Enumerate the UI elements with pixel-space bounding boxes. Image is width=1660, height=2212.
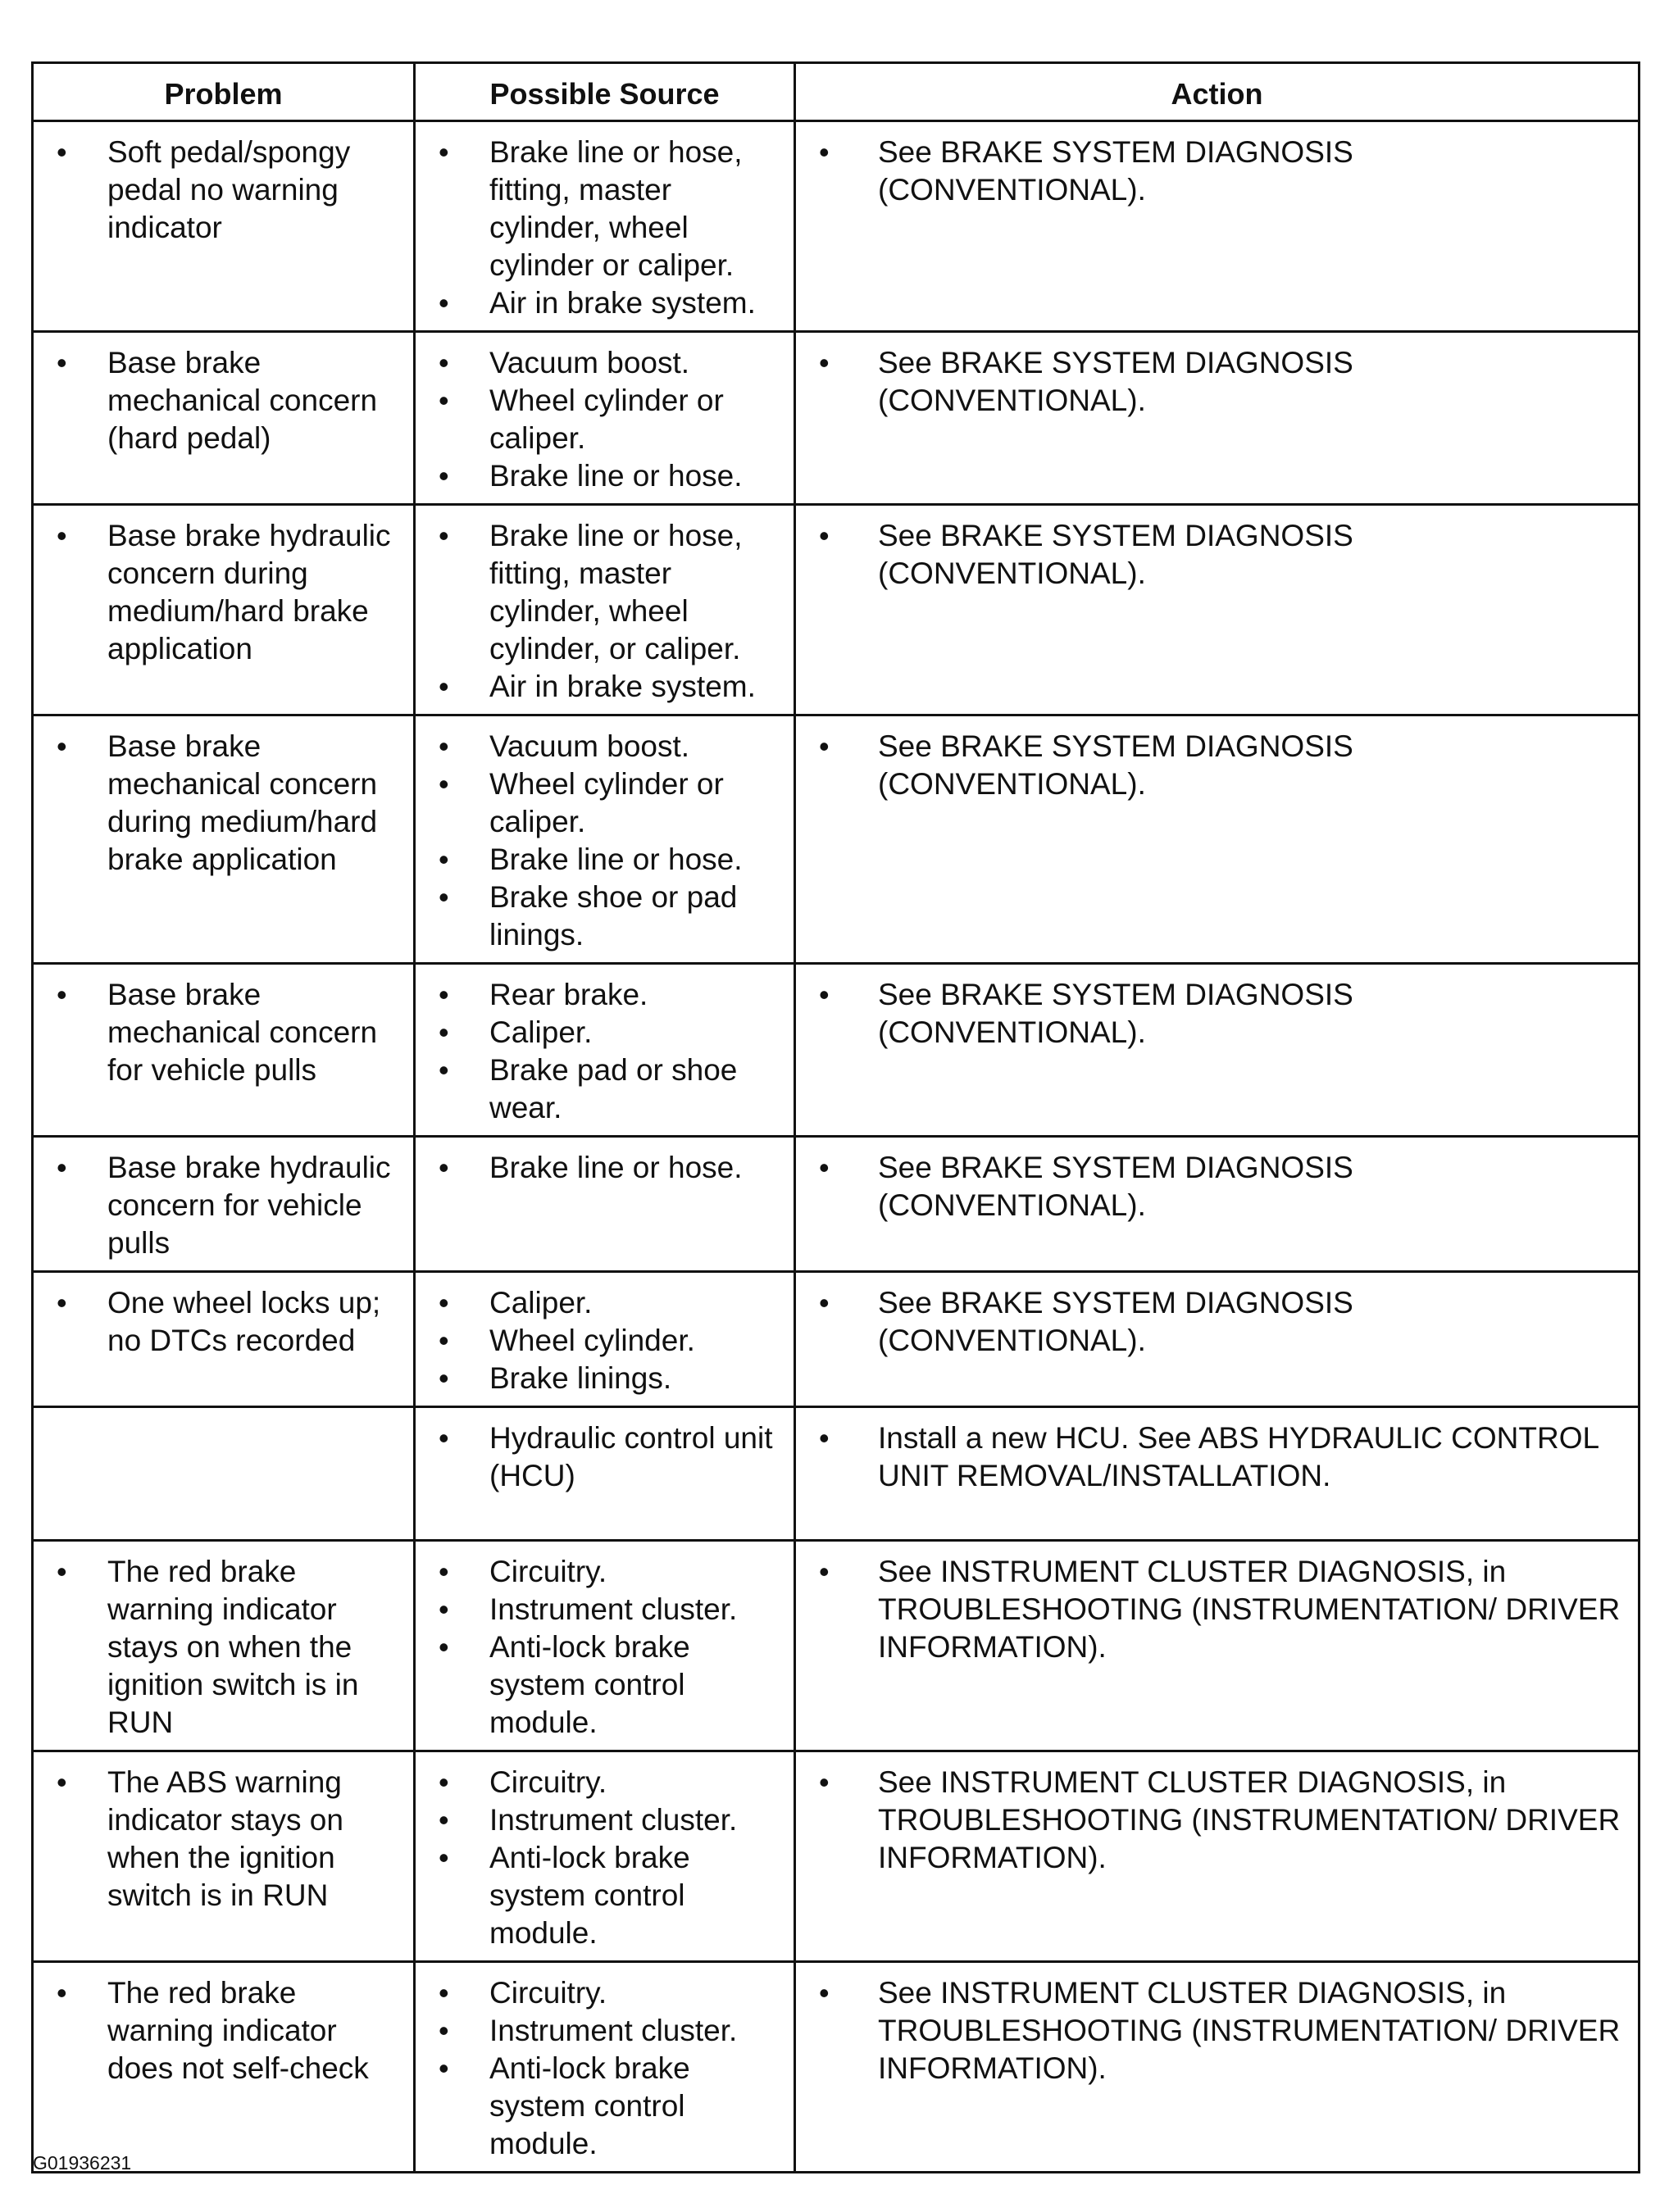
problem-cell-list [52, 344, 403, 457]
source-item: • Air in brake system. [434, 284, 784, 322]
source-item: • Hydraulic control unit (HCU) [434, 1419, 784, 1495]
problem-cell [33, 1541, 415, 1751]
problem-cell [33, 964, 415, 1137]
table-row [33, 505, 1640, 715]
action-cell-list [814, 1284, 1628, 1360]
source-cell-list [434, 1974, 784, 2163]
action-cell [795, 1272, 1640, 1407]
source-cell [415, 1272, 795, 1407]
source-cell [415, 1541, 795, 1751]
problem-cell-list [52, 1553, 403, 1742]
action-cell [795, 1962, 1640, 2173]
table-row [33, 715, 1640, 964]
problem-cell-list [52, 134, 403, 247]
action-item: • See BRAKE SYSTEM DIAGNOSIS (CONVENTIONAL). [814, 517, 1628, 593]
source-item: • Circuitry. [434, 1764, 784, 1801]
diagnosis-table [31, 61, 1640, 2173]
action-cell [795, 715, 1640, 964]
source-cell-list [434, 1419, 784, 1495]
source-item: • Brake line or hose, fitting, master cylinder, wheel cylinder, or caliper. [434, 517, 784, 668]
source-item: • Instrument cluster. [434, 2012, 784, 2050]
source-cell [415, 121, 795, 332]
table-row [33, 121, 1640, 332]
source-item: • Brake line or hose. [434, 841, 784, 879]
source-item: • Circuitry. [434, 1553, 784, 1591]
problem-cell [33, 332, 415, 505]
problem-item: • Base brake mechanical concern (hard pedal) [52, 344, 403, 457]
problem-item: • The red brake warning indicator stays on when the ignition switch is in RUN [52, 1553, 403, 1742]
problem-item: • One wheel locks up; no DTCs recorded [52, 1284, 403, 1360]
problem-cell-list [52, 1974, 403, 2087]
table-row [33, 964, 1640, 1137]
source-cell-list [434, 1764, 784, 1952]
table-row [33, 1272, 1640, 1407]
table-row [33, 1137, 1640, 1272]
action-item: • See INSTRUMENT CLUSTER DIAGNOSIS, in TROUBLESHOOTING (INSTRUMENTATION/ DRIVER INFORMATION). [814, 1764, 1628, 1877]
source-cell-list [434, 1284, 784, 1397]
problem-item: • Base brake hydraulic concern during medium/hard brake application [52, 517, 403, 668]
problem-cell-list [52, 1284, 403, 1360]
table-row [33, 1407, 1640, 1541]
source-item: • Brake line or hose. [434, 457, 784, 495]
source-item: • Vacuum boost. [434, 728, 784, 765]
source-cell [415, 1751, 795, 1962]
source-cell-list [434, 134, 784, 322]
source-cell-list [434, 1553, 784, 1742]
source-item: • Circuitry. [434, 1974, 784, 2012]
action-cell-list [814, 976, 1628, 1051]
source-item: • Anti-lock brake system control module. [434, 2050, 784, 2163]
source-cell-list [434, 976, 784, 1127]
problem-item: • Base brake hydraulic concern for vehicle pulls [52, 1149, 403, 1262]
source-item: • Anti-lock brake system control module. [434, 1839, 784, 1952]
problem-item: • The red brake warning indicator does not self-check [52, 1974, 403, 2087]
action-cell-list [814, 344, 1628, 420]
header-problem: Problem [33, 63, 415, 121]
action-cell [795, 121, 1640, 332]
header-action: Action [795, 63, 1640, 121]
source-cell [415, 1407, 795, 1541]
source-item: • Instrument cluster. [434, 1801, 784, 1839]
source-cell-list [434, 1149, 784, 1187]
problem-cell [33, 1272, 415, 1407]
action-cell-list [814, 1149, 1628, 1224]
source-item: • Wheel cylinder or caliper. [434, 765, 784, 841]
action-cell [795, 1137, 1640, 1272]
source-item: • Wheel cylinder or caliper. [434, 382, 784, 457]
problem-cell [33, 1407, 415, 1541]
action-cell [795, 964, 1640, 1137]
source-item: • Brake pad or shoe wear. [434, 1051, 784, 1127]
source-item: • Anti-lock brake system control module. [434, 1628, 784, 1742]
header-possible-source: Possible Source [415, 63, 795, 121]
source-item: • Brake line or hose. [434, 1149, 784, 1187]
action-item: • See INSTRUMENT CLUSTER DIAGNOSIS, in TROUBLESHOOTING (INSTRUMENTATION/ DRIVER INFORMATION). [814, 1974, 1628, 2087]
problem-cell [33, 715, 415, 964]
action-item: • See BRAKE SYSTEM DIAGNOSIS (CONVENTIONAL). [814, 1284, 1628, 1360]
source-item: • Brake line or hose, fitting, master cylinder, wheel cylinder or caliper. [434, 134, 784, 284]
action-cell-list [814, 1553, 1628, 1666]
problem-cell-list [52, 1149, 403, 1262]
source-item: • Instrument cluster. [434, 1591, 784, 1628]
action-item: • See BRAKE SYSTEM DIAGNOSIS (CONVENTIONAL). [814, 344, 1628, 420]
source-item: • Caliper. [434, 1014, 784, 1051]
action-cell-list [814, 1419, 1628, 1495]
source-cell [415, 1962, 795, 2173]
source-item: • Wheel cylinder. [434, 1322, 784, 1360]
action-cell [795, 1751, 1640, 1962]
action-cell [795, 1407, 1640, 1541]
problem-cell [33, 1137, 415, 1272]
table-body [33, 121, 1640, 2173]
figure-id: G01936231 [33, 2152, 132, 2173]
source-item: • Caliper. [434, 1284, 784, 1322]
table-row [33, 1541, 1640, 1751]
source-cell [415, 715, 795, 964]
problem-cell-list [52, 976, 403, 1089]
problem-cell [33, 121, 415, 332]
source-cell-list [434, 728, 784, 954]
action-cell [795, 1541, 1640, 1751]
problem-cell-list [52, 517, 403, 668]
action-cell-list [814, 1764, 1628, 1877]
problem-item: • Soft pedal/spongy pedal no warning indicator [52, 134, 403, 247]
table-row [33, 1751, 1640, 1962]
source-cell [415, 505, 795, 715]
action-cell-list [814, 728, 1628, 803]
table-header-row [33, 63, 1640, 121]
source-item: • Brake shoe or pad linings. [434, 879, 784, 954]
source-cell [415, 964, 795, 1137]
problem-cell [33, 505, 415, 715]
source-item: • Brake linings. [434, 1360, 784, 1397]
source-cell-list [434, 344, 784, 495]
problem-cell [33, 1962, 415, 2173]
problem-item: • Base brake mechanical concern for vehicle pulls [52, 976, 403, 1089]
source-cell [415, 1137, 795, 1272]
action-cell-list [814, 1974, 1628, 2087]
source-item: • Rear brake. [434, 976, 784, 1014]
source-cell-list [434, 517, 784, 706]
action-cell [795, 505, 1640, 715]
source-item: • Vacuum boost. [434, 344, 784, 382]
source-item: • Air in brake system. [434, 668, 784, 706]
action-item: • See BRAKE SYSTEM DIAGNOSIS (CONVENTIONAL). [814, 134, 1628, 209]
table-row [33, 332, 1640, 505]
action-item: • See INSTRUMENT CLUSTER DIAGNOSIS, in TROUBLESHOOTING (INSTRUMENTATION/ DRIVER INFORMATION). [814, 1553, 1628, 1666]
table-row [33, 1962, 1640, 2173]
problem-item: • The ABS warning indicator stays on when the ignition switch is in RUN [52, 1764, 403, 1914]
source-cell [415, 332, 795, 505]
action-cell-list [814, 517, 1628, 593]
action-item: • Install a new HCU. See ABS HYDRAULIC CONTROL UNIT REMOVAL/INSTALLATION. [814, 1419, 1628, 1495]
problem-cell-list [52, 1764, 403, 1914]
action-cell [795, 332, 1640, 505]
problem-cell [33, 1751, 415, 1962]
problem-item: • Base brake mechanical concern during medium/hard brake application [52, 728, 403, 879]
action-item: • See BRAKE SYSTEM DIAGNOSIS (CONVENTIONAL). [814, 1149, 1628, 1224]
action-item: • See BRAKE SYSTEM DIAGNOSIS (CONVENTIONAL). [814, 976, 1628, 1051]
action-item: • See BRAKE SYSTEM DIAGNOSIS (CONVENTIONAL). [814, 728, 1628, 803]
action-cell-list [814, 134, 1628, 209]
problem-cell-list [52, 728, 403, 879]
